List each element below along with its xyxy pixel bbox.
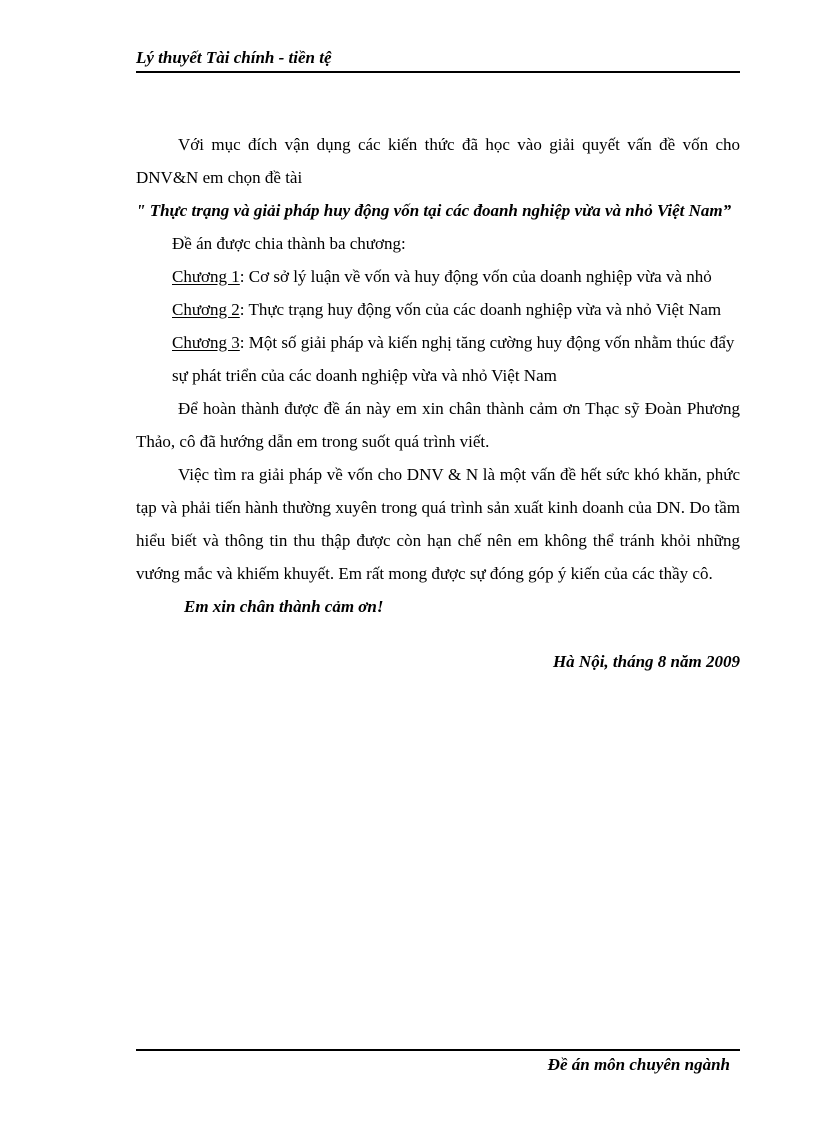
acknowledgement-paragraph: Để hoàn thành được đề án này em xin chân thành cảm ơn Thạc sỹ Đoàn Phương Thảo, cô đã hướng dẫn em trong suốt quá trình viết. <box>136 399 740 451</box>
chapter-2-text: : Thực trạng huy động vốn của các doanh nghiệp vừa và nhỏ Việt Nam <box>239 300 722 319</box>
date-line: Hà Nội, tháng 8 năm 2009 <box>552 652 740 671</box>
chapters-intro: Đề án được chia thành ba chương: <box>172 234 406 253</box>
document-body <box>136 128 740 678</box>
chapter-1-text: : Cơ sở lý luận về vốn và huy động vốn của doanh nghiệp vừa và nhỏ <box>239 267 712 286</box>
topic-title: " Thực trạng và giải pháp huy động vốn tại các đoanh nghiệp vừa và nhỏ Việt Nam” <box>136 201 732 220</box>
chapter-1-label: Chương 1 <box>172 267 240 286</box>
chapter-2-label: Chương 2 <box>172 300 240 319</box>
page-header: Lý thuyết Tài chính - tiền tệ <box>136 46 740 73</box>
page-footer: Đề án môn chuyên ngành <box>547 1055 730 1074</box>
difficulty-paragraph: Việc tìm ra giải pháp về vốn cho DNV & N là một vấn đề hết sức khó khăn, phức tạp và phải tiến hành thường xuyên trong quá trình sản xuất kinh doanh của DN. Do tầm hiểu biết và thông tin thu thập được còn hạn chế nên em không thể tránh khỏi những vướng mắc và khiếm khuyết. Em rất mong được sự đóng góp ý kiến của các thầy cô. <box>136 465 740 583</box>
chapter-3-continued: sự phát triển của các doanh nghiệp vừa và nhỏ Việt Nam <box>172 366 557 385</box>
chapter-3-label: Chương 3 <box>172 333 240 352</box>
footer-divider <box>136 1049 740 1051</box>
chapter-3 <box>136 326 740 359</box>
chapter-1 <box>136 260 740 293</box>
intro-paragraph: Với mục đích vận dụng các kiến thức đã học vào giải quyết vấn đề vốn cho DNV&N em chọn đề tài <box>136 135 740 187</box>
thanks-line: Em xin chân thành cảm ơn! <box>184 597 384 616</box>
chapter-2 <box>136 293 740 326</box>
chapter-3-text: : Một số giải pháp và kiến nghị tăng cường huy động vốn nhằm thúc đẩy <box>239 333 735 352</box>
